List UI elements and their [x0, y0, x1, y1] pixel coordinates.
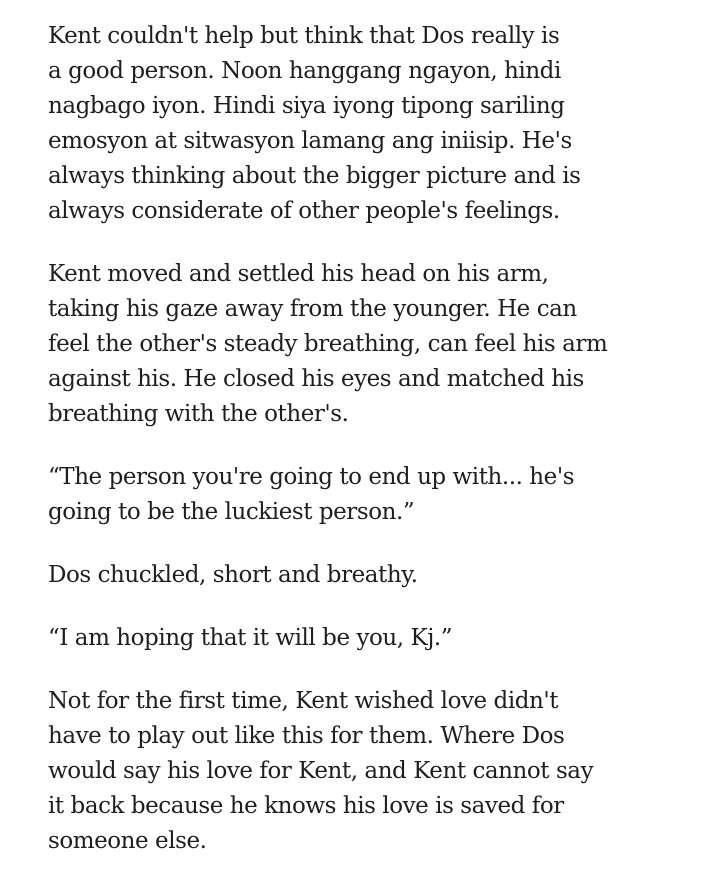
- paragraph: Kent couldn't help but think that Dos really is a good person. Noon hanggang ngayon, hindi nagbago iyon. Hindi siya iyong tipong sariling emosyon at sitwasyon lamang ang iniisip. He's always thinking about the bigger picture and is always considerate of other people's feelings.: [48, 23, 581, 224]
- paragraph: “I am hoping that it will be you, Kj.”: [48, 625, 453, 651]
- paragraph: Not for the first time, Kent wished love didn't have to play out like this for them. Where Dos would say his love for Kent, and Kent cannot say it back because he knows his love is saved for someone else.: [48, 688, 594, 854]
- paragraph: Kent moved and settled his head on his arm, taking his gaze away from the younger. He can feel the other's steady breathing, can feel his arm against his. He closed his eyes and matched his breathing with the other's.: [48, 261, 608, 427]
- paragraph: Dos chuckled, short and breathy.: [48, 562, 418, 588]
- paragraph: “The person you're going to end up with... he's going to be the luckiest person.”: [48, 464, 575, 525]
